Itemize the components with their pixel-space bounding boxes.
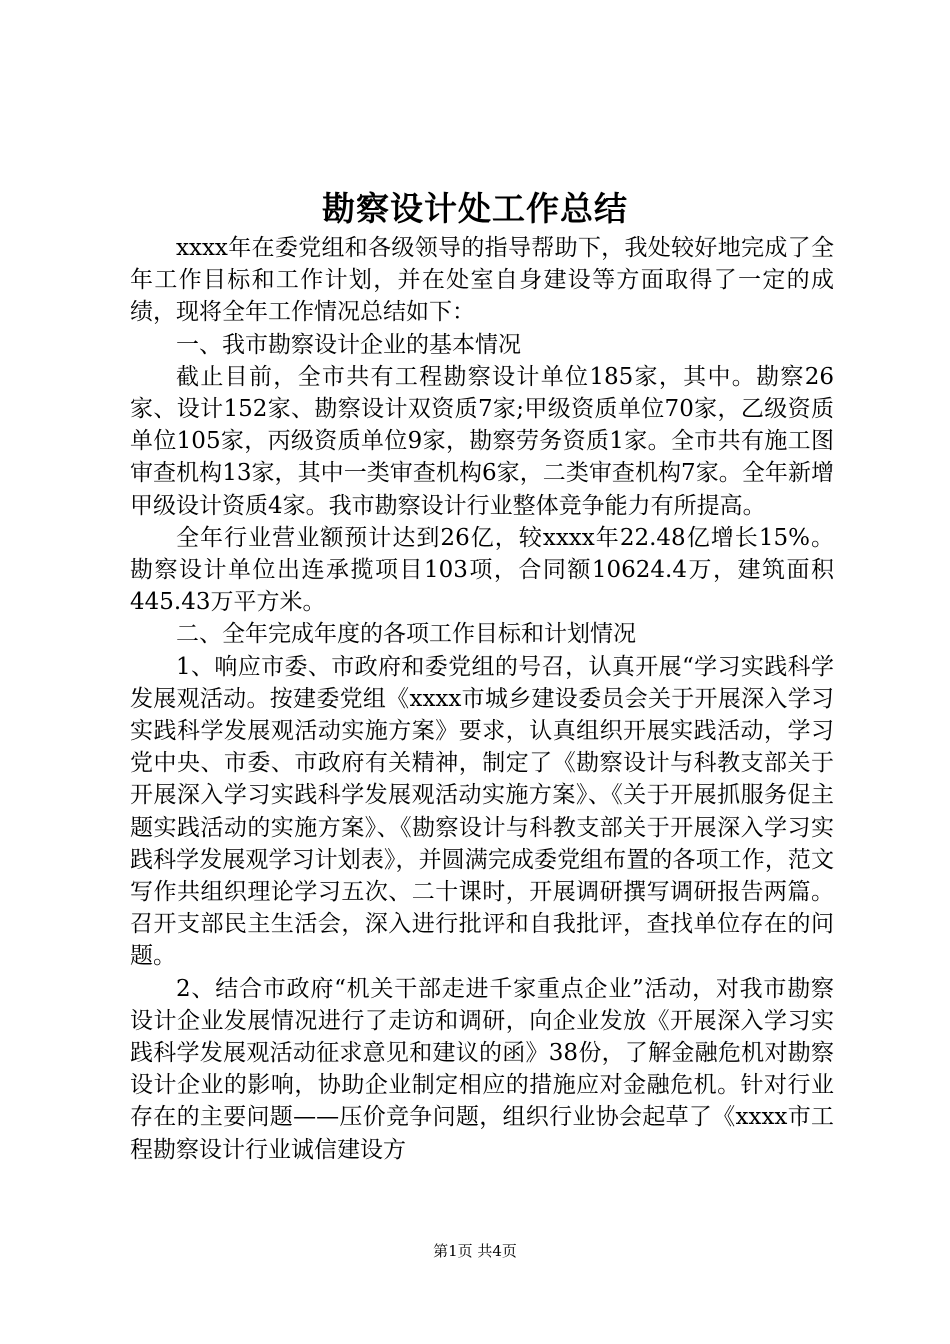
document-title: 勘察设计处工作总结	[322, 189, 628, 228]
paragraph-item-2: 2、结合市政府“机关干部走进千家重点企业”活动，对我市勘察设计企业发展情况进行了走访和调研，向企业发放《开展深入学习实践科学发展观活动征求意见和建议的函》38份，了解金融危机对勘察设计企业的影响，协助企业制定相应的措施应对金融危机。针对行业存在的主要问题——压价竞争问题，组织行业协会起草了《xxxx市工程勘察设计行业诚信建设方	[130, 975, 834, 1163]
paragraph-basic-situation: 截止目前，全市共有工程勘察设计单位185家，其中。勘察26家、设计152家、勘察设计双资质7家;甲级资质单位70家，乙级资质单位105家，丙级资质单位9家，勘察劳务资质1家。全市共有施工图审查机构13家，其中一类审查机构6家，二类审查机构7家。全年新增甲级设计资质4家。我市勘察设计行业整体竞争能力有所提高。	[130, 363, 834, 519]
section-heading-1: 一、我市勘察设计企业的基本情况	[176, 331, 521, 358]
paragraph-revenue: 全年行业营业额预计达到26亿，较xxxx年22.48亿增长15%。勘察设计单位出连承揽项目103项，合同额10624.4万，建筑面积445.43万平方米。	[130, 524, 834, 616]
paragraph-item-1: 1、响应市委、市政府和委党组的号召，认真开展“学习实践科学发展观活动。按建委党组《xxxx市城乡建设委员会关于开展深入学习实践科学发展观活动实施方案》要求，认真组织开展实践活动，学习党中央、市委、市政府有关精神，制定了《勘察设计与科教支部关于开展深入学习实践科学发展观活动实施方案》、《关于开展抓服务促主题实践活动的实施方案》、《勘察设计与科教支部关于开展深入学习实践科学发展观学习计划表》，并圆满完成委党组布置的各项工作，范文写作共组织理论学习五次、二十课时，开展调研撰写调研报告两篇。召开支部民主生活会，深入进行批评和自我批评，查找单位存在的问题。	[130, 653, 834, 970]
document-body	[130, 232, 834, 1166]
section-heading-2: 二、全年完成年度的各项工作目标和计划情况	[176, 621, 636, 648]
page-number-footer: 第1页 共4页	[433, 1242, 517, 1260]
paragraph-intro: xxxx年在委党组和各级领导的指导帮助下，我处较好地完成了全年工作目标和工作计划，并在处室自身建设等方面取得了一定的成绩，现将全年工作情况总结如下：	[130, 235, 834, 326]
